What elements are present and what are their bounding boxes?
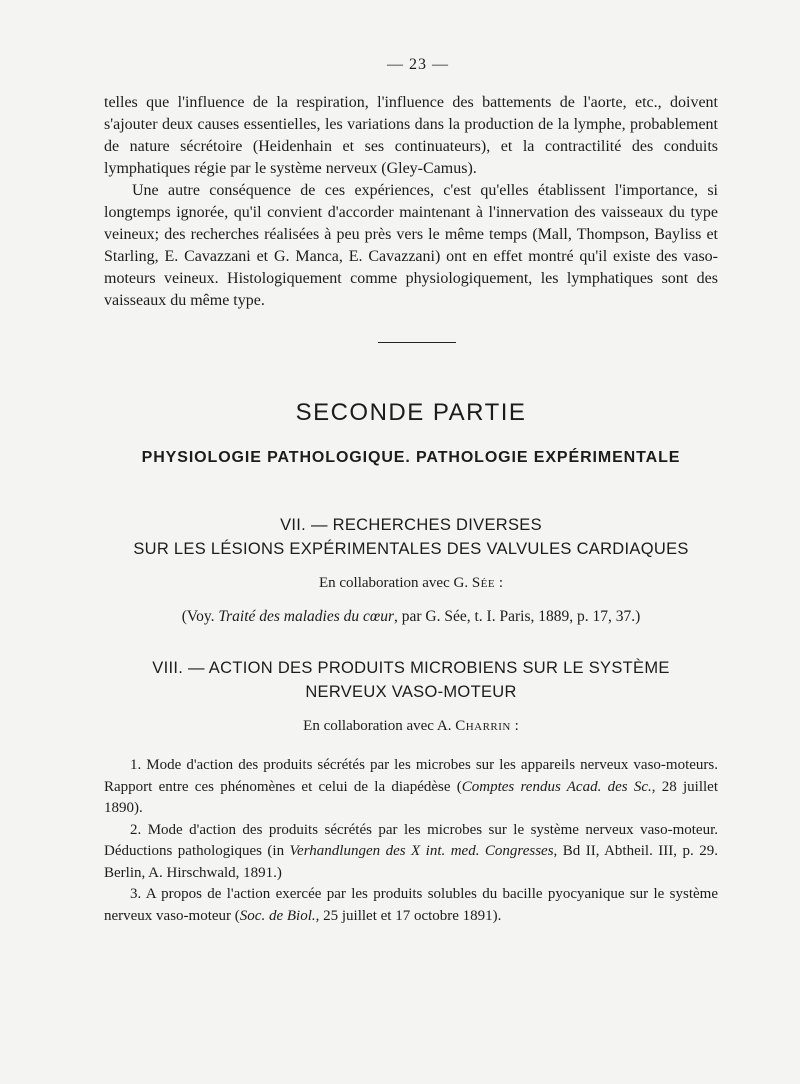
reference-list (104, 755, 718, 927)
section-7-collaboration (104, 575, 718, 592)
section-7-heading (104, 513, 718, 561)
section-8-title-line1: VIII. — ACTION DES PRODUITS MICROBIENS SUR LE SYSTÈME (152, 659, 670, 677)
section-8-title-line2: NERVEUX VASO-MOTEUR (305, 683, 517, 701)
paragraph-continuation: telles que l'influence de la respiration, l'influence des battements de l'aorte, etc., doivent s'ajouter deux causes essentielles, les variations dans la production de la lymphe, probablement de nature sécrétoire (Heidenhain et ses continuateurs), et la contractilité des conduits lymphatiques régie par le système nerveux (Gley-Camus). (104, 94, 718, 177)
voy-title: Traité des maladies du cœur (218, 608, 395, 625)
part-subtitle: PHYSIOLOGIE PATHOLOGIQUE. PATHOLOGIE EXPÉRIMENTALE (141, 449, 681, 466)
page-number: — 23 — (387, 56, 449, 73)
section-divider (378, 342, 456, 343)
collab-prefix: En collaboration avec A. (303, 718, 456, 734)
section-7-title-line1: VII. — RECHERCHES DIVERSES (280, 516, 542, 534)
collab-prefix: En collaboration avec G. (318, 575, 472, 591)
collab-suffix: : (495, 575, 504, 591)
paragraph-consequence: Une autre conséquence de ces expériences, c'est qu'elles établissent l'importance, si longtemps ignorée, qu'il convient d'accorder maintenant à l'innervation des vaisseaux du type veineux; des recherches réalisées à peu près vers le même temps (Mall, Thompson, Bayliss et Starling, E. Cavazzani et G. Manca, E. Cavazzani) ont en effet montré qu'il existe des vaso-moteurs veineux. Histologiquement comme physiologiquement, les lymphatiques sont des vaisseaux du même type. (104, 182, 718, 309)
collab-name: Charrin (455, 718, 511, 734)
collab-name: Sée (471, 575, 496, 591)
section-7-title-line2: SUR LES LÉSIONS EXPÉRIMENTALES DES VALVULES CARDIAQUES (133, 540, 689, 558)
part-title: SECONDE PARTIE (295, 399, 527, 426)
page-content (104, 56, 718, 927)
reference-item: 2. Mode d'action des produits sécrétés par les microbes sur le système nerveux vaso-moteur. Déductions pathologiques (in Verhandlungen des X int. med. Congresses, Bd II, Abtheil. III, p. 29. Berlin, A. Hirschwald, 1891.) (104, 821, 718, 881)
section-7-reference (104, 608, 718, 626)
voy-open: (Voy. (181, 608, 219, 625)
collab-suffix: : (510, 718, 519, 734)
reference-item: 1. Mode d'action des produits sécrétés par les microbes sur les appareils nerveux vaso-moteurs. Rapport entre ces phénomènes et celui de la diapédèse (Comptes rendus Acad. des Sc., 28 juillet 1890). (104, 757, 718, 816)
reference-item: 3. A propos de l'action exercée par les produits solubles du bacille pyocyanique sur le système nerveux vaso-moteur (Soc. de Biol., 25 juillet et 17 octobre 1891). (104, 886, 718, 924)
section-8-collaboration (104, 718, 718, 735)
voy-rest: , par G. Sée, t. I. Paris, 1889, p. 17, 37.) (394, 608, 641, 625)
section-8-heading (104, 656, 718, 704)
